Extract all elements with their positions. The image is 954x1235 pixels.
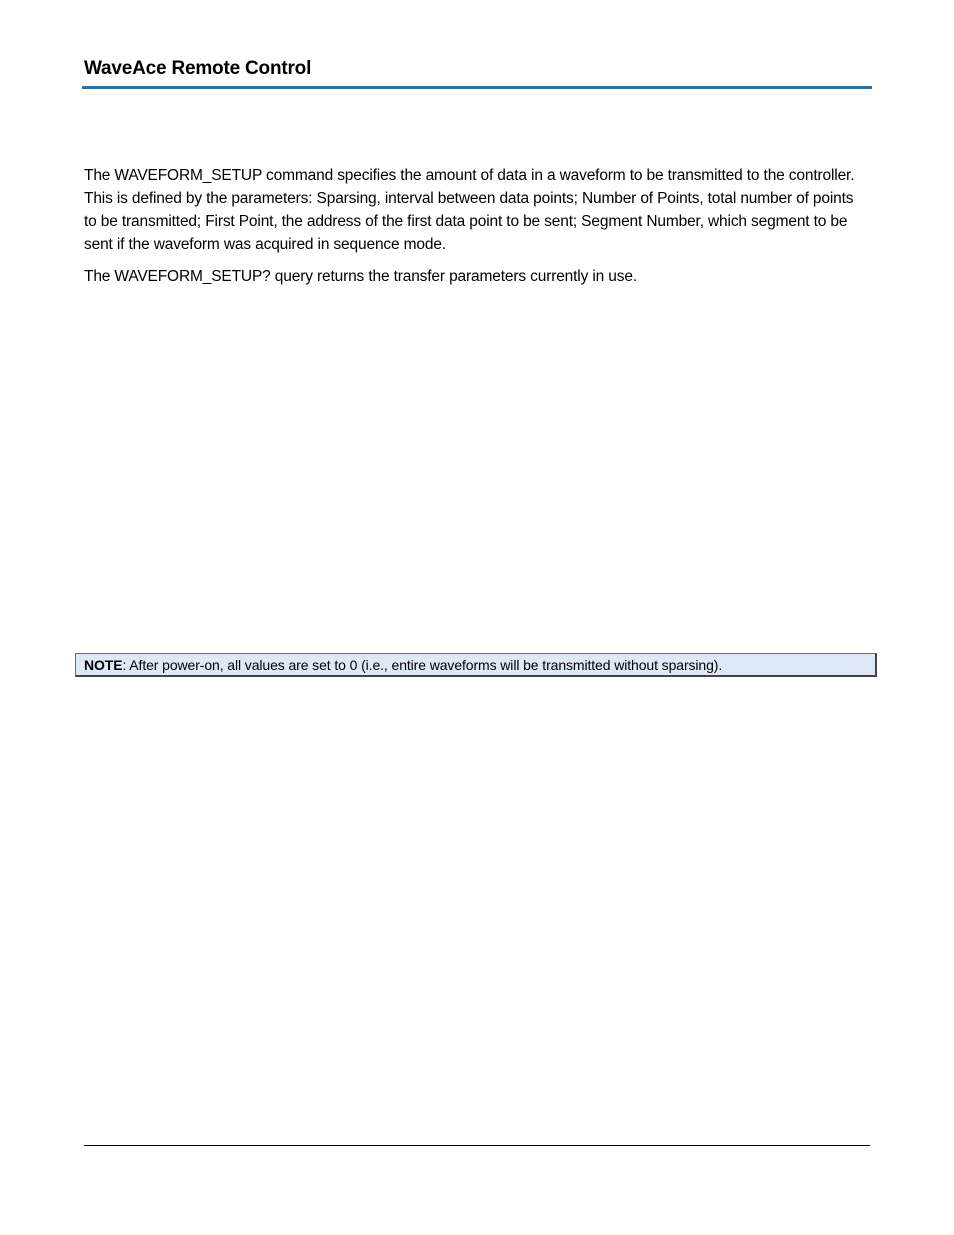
note-text: : After power-on, all values are set to 0 (i.e., entire waveforms will be transmitted without sparsing).: [122, 657, 723, 673]
query-paragraph: The WAVEFORM_SETUP? query returns the transfer parameters currently in use.: [84, 268, 637, 285]
footer-divider: [84, 1145, 870, 1146]
note-box: [75, 653, 877, 677]
page-header-title: WaveAce Remote Control: [84, 58, 312, 79]
note-label: NOTE: [84, 657, 123, 673]
header-divider: [82, 86, 872, 89]
description-paragraph: The WAVEFORM_SETUP command specifies the amount of data in a waveform to be transmitted to the controller. This is defined by the parameters: Sparsing, interval between data points; Number of Points, total number of points to be transmitted; First Point, the address of the first data point to be sent; Segment Number, which segment to be sent if the waveform was acquired in sequence mode.: [84, 167, 855, 253]
